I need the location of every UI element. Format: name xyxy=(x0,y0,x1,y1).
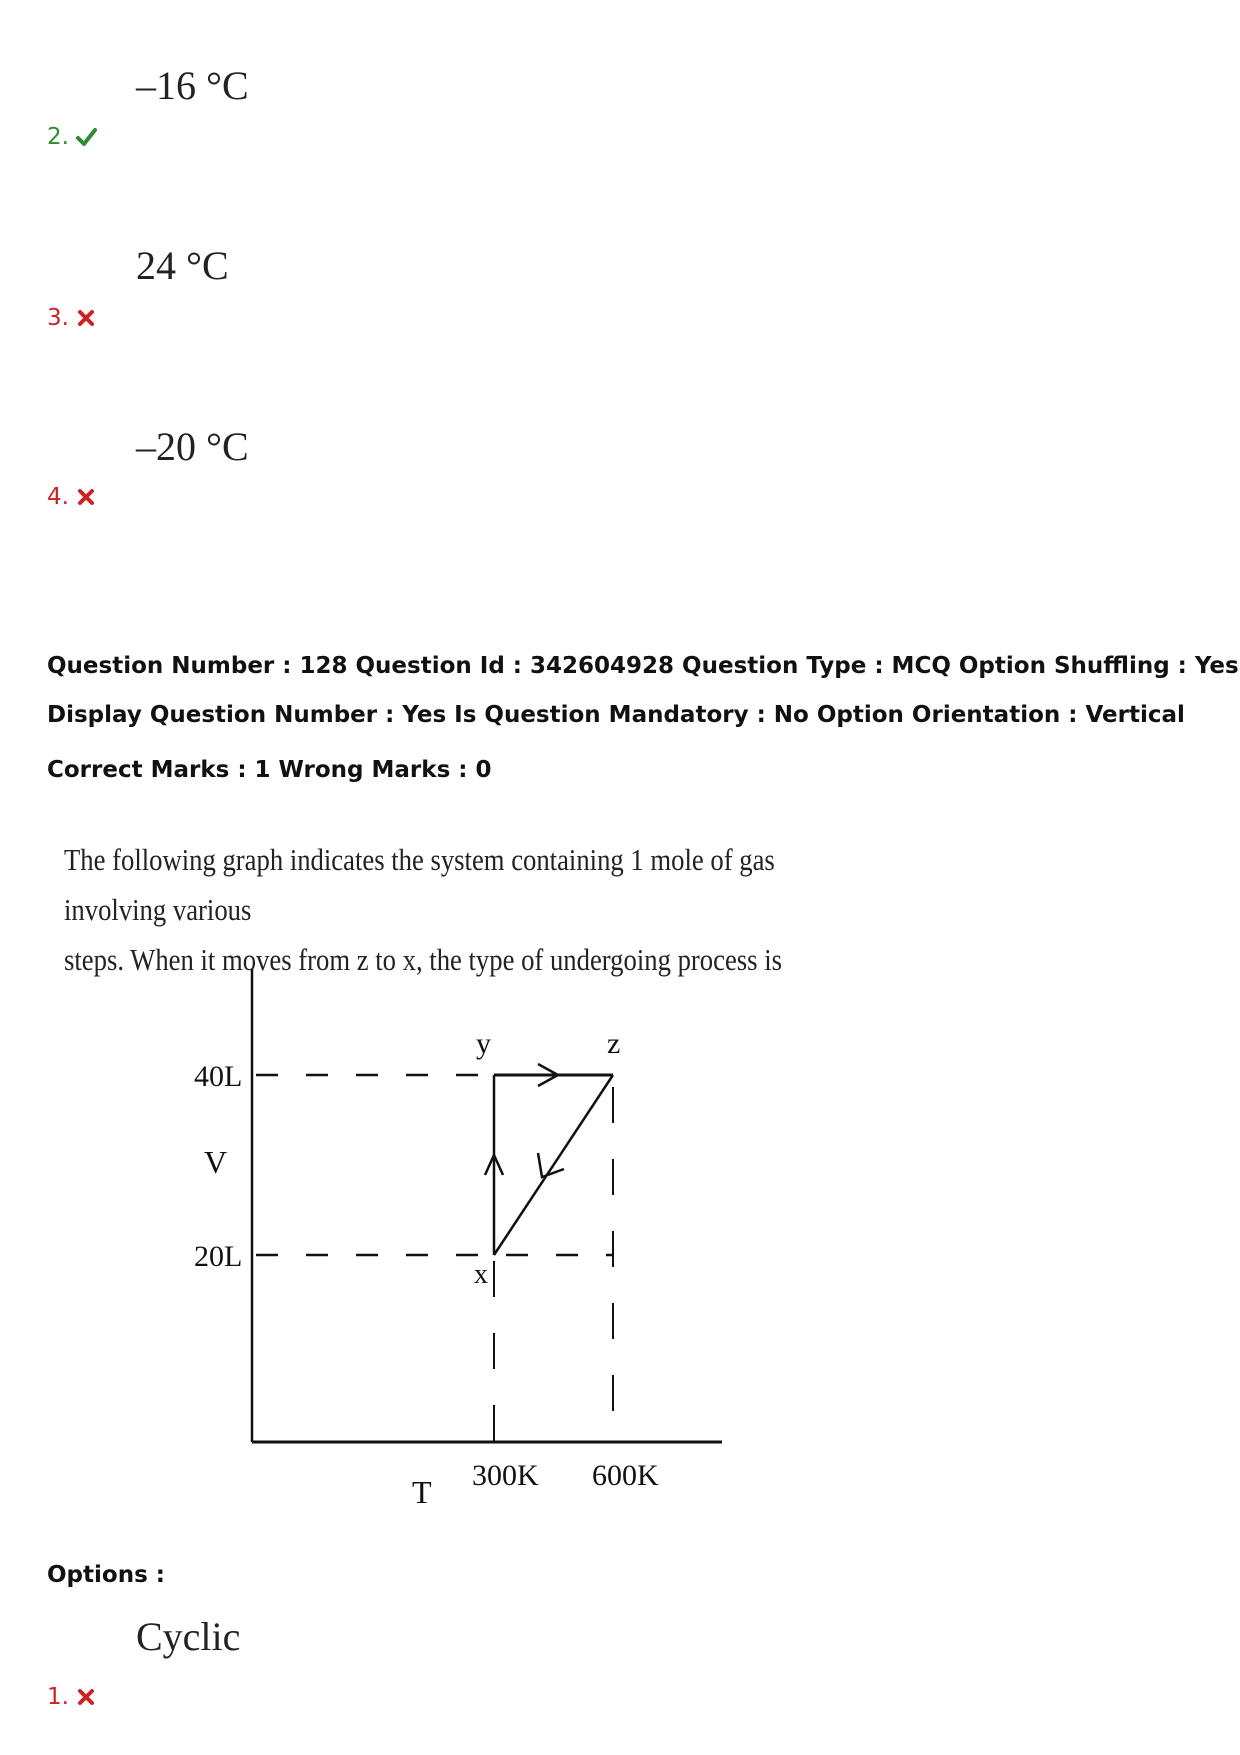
question-meta-line-2: Display Question Number : Yes Is Question Mandatory : No Option Orientation : Vertical xyxy=(47,702,1185,728)
path-z-to-x xyxy=(494,1075,613,1255)
option-value: –20 °C xyxy=(136,424,249,469)
option-value: 24 °C xyxy=(136,243,229,288)
question-text-line-2: steps. When it moves from z to x, the type of undergoing process is xyxy=(64,942,782,977)
cross-icon xyxy=(75,1686,97,1708)
check-icon xyxy=(75,126,97,148)
option-value: Cyclic xyxy=(136,1614,241,1659)
x-tick-600k: 600K xyxy=(592,1459,659,1492)
option-marker xyxy=(47,124,97,150)
y-tick-20l: 20L xyxy=(194,1240,243,1273)
cross-icon xyxy=(75,486,97,508)
point-label-x: x xyxy=(474,1259,488,1290)
option-number: 2. xyxy=(47,124,69,150)
y-tick-40l: 40L xyxy=(194,1060,243,1093)
question-meta-line-1: Question Number : 128 Question Id : 342604928 Question Type : MCQ Option Shuffling : Yes xyxy=(47,653,1239,679)
x-axis-label: T xyxy=(412,1474,432,1510)
option-value: –16 °C xyxy=(136,63,249,108)
volume-temperature-graph xyxy=(180,955,740,1515)
option-number: 1. xyxy=(47,1684,69,1710)
cross-icon xyxy=(75,307,97,329)
question-text-line-1: The following graph indicates the system containing 1 mole of gas involving various xyxy=(64,842,775,927)
option-marker xyxy=(47,1684,97,1710)
option-marker xyxy=(47,305,97,331)
option-number: 3. xyxy=(47,305,69,331)
point-label-z: z xyxy=(607,1027,621,1060)
options-label: Options : xyxy=(47,1562,165,1588)
point-label-y: y xyxy=(476,1027,491,1060)
option-marker xyxy=(47,484,97,510)
x-tick-300k: 300K xyxy=(472,1459,539,1492)
y-axis-label: V xyxy=(204,1144,228,1180)
option-number: 4. xyxy=(47,484,69,510)
question-meta-line-3: Correct Marks : 1 Wrong Marks : 0 xyxy=(47,757,492,783)
